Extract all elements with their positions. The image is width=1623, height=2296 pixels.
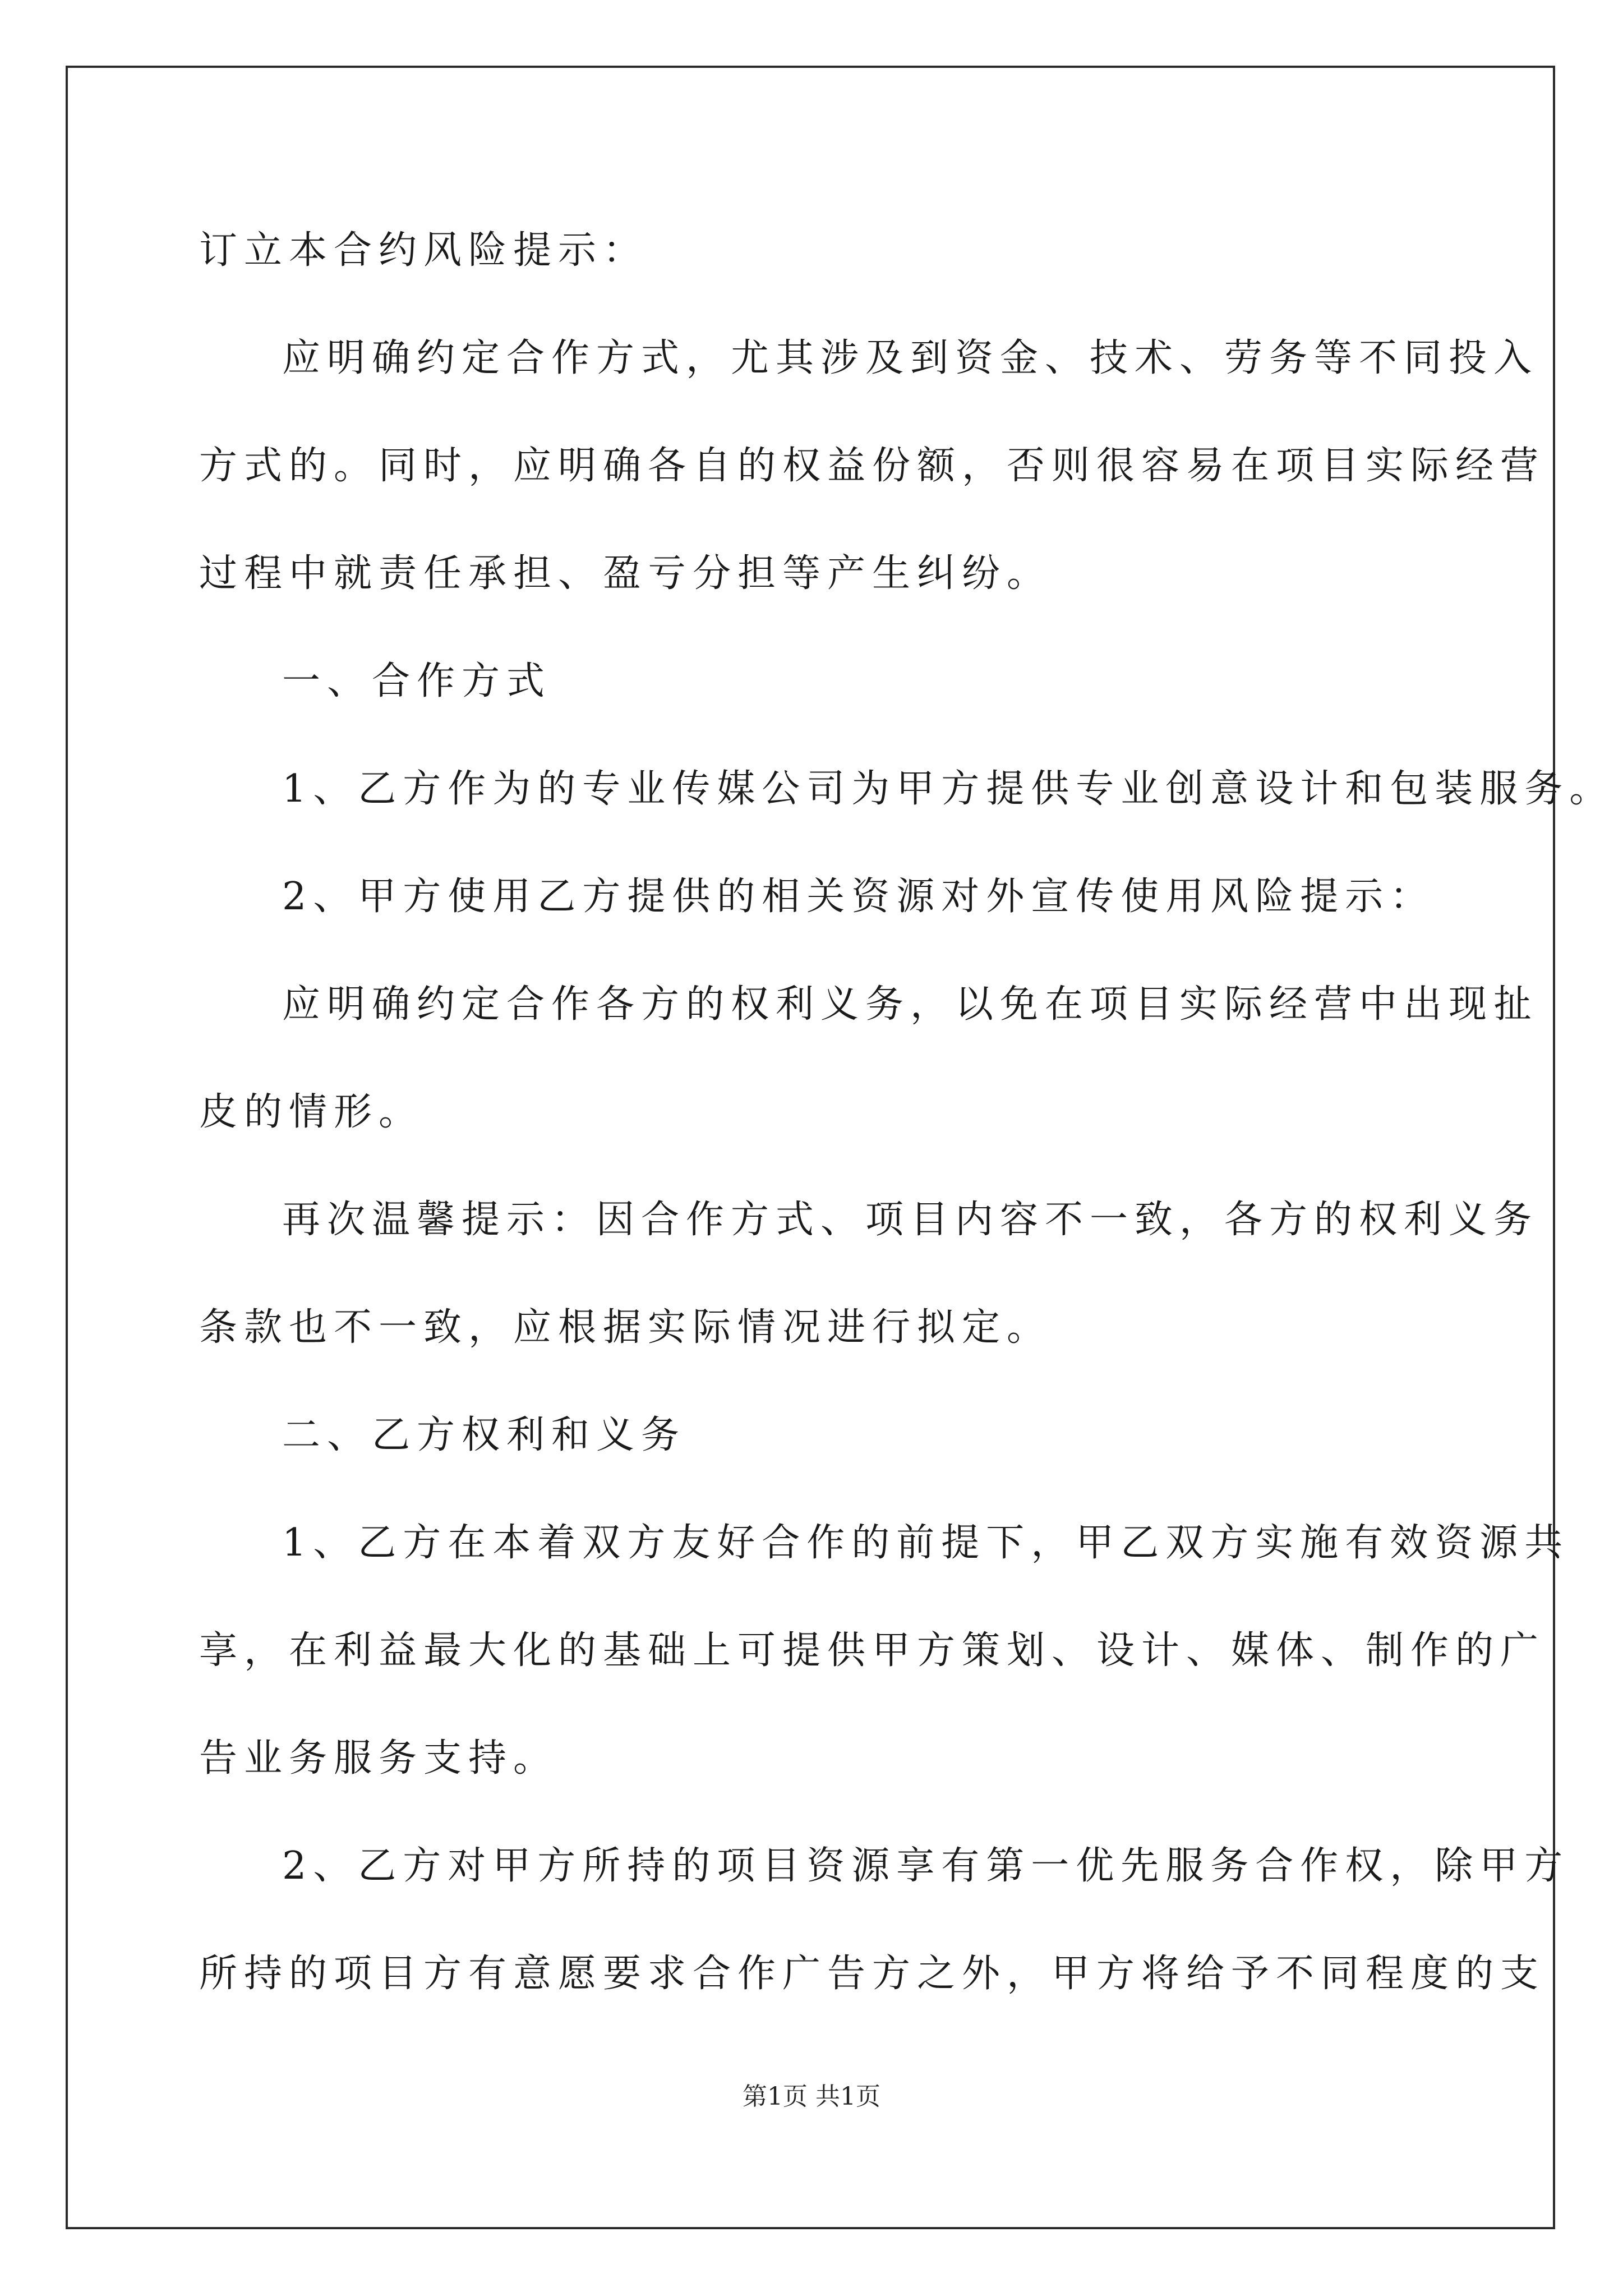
paragraph-line: 1、乙方在本着双方友好合作的前提下，甲乙双方实施有效资源共 bbox=[282, 1521, 1570, 1565]
paragraph-line: 2、甲方使用乙方提供的相关资源对外宣传使用风险提示： bbox=[282, 875, 1435, 919]
paragraph-line: 1、乙方作为的专业传媒公司为甲方提供专业创意设计和包装服务。 bbox=[282, 767, 1615, 811]
paragraph-line: 应明确约定合作方式，尤其涉及到资金、技术、劳务等不同投入 bbox=[282, 336, 1539, 380]
paragraph-line: 再次温馨提示：因合作方式、项目内容不一致，各方的权利义务 bbox=[282, 1198, 1539, 1242]
paragraph-line: 告业务服务支持。 bbox=[199, 1736, 559, 1780]
section-heading: 一、合作方式 bbox=[282, 659, 552, 703]
page-border bbox=[66, 66, 1555, 2229]
paragraph-line: 所持的项目方有意愿要求合作广告方之外，甲方将给予不同程度的支 bbox=[199, 1952, 1546, 1996]
paragraph-line: 2、乙方对甲方所持的项目资源享有第一优先服务合作权，除甲方 bbox=[282, 1844, 1570, 1888]
paragraph-line: 皮的情形。 bbox=[199, 1090, 424, 1134]
paragraph-line: 方式的。同时，应明确各自的权益份额，否则很容易在项目实际经营 bbox=[199, 444, 1546, 488]
paragraph-line: 订立本合约风险提示： bbox=[199, 228, 648, 273]
paragraph-line: 应明确约定合作各方的权利义务，以免在项目实际经营中出现扯 bbox=[282, 982, 1539, 1027]
paragraph-line: 享，在利益最大化的基础上可提供甲方策划、设计、媒体、制作的广 bbox=[199, 1628, 1546, 1673]
section-heading: 二、乙方权利和义务 bbox=[282, 1413, 686, 1457]
paragraph-line: 条款也不一致，应根据实际情况进行拟定。 bbox=[199, 1305, 1052, 1350]
paragraph-line: 过程中就责任承担、盈亏分担等产生纠纷。 bbox=[199, 551, 1052, 596]
page-footer: 第1页 共1页 bbox=[743, 2082, 880, 2111]
